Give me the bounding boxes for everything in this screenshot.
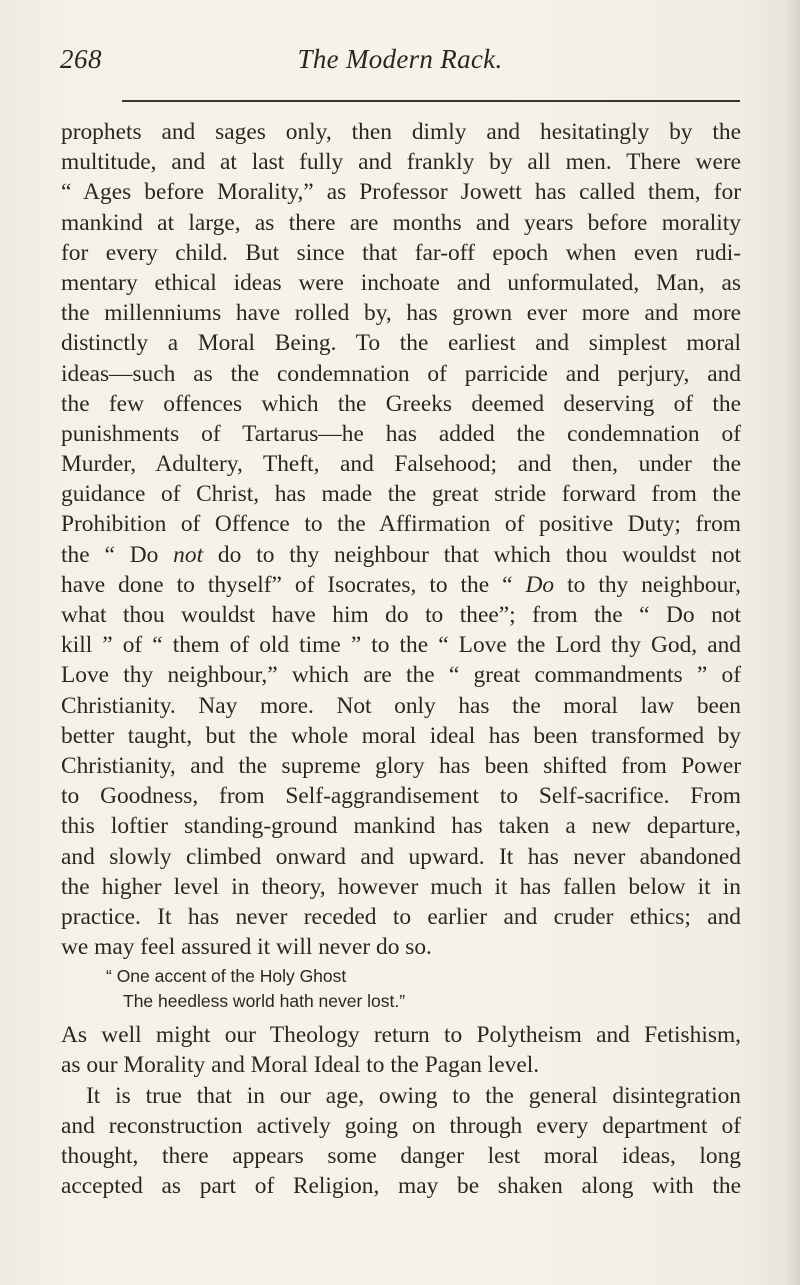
quote-line: “ One accent of the Holy Ghost	[106, 966, 347, 987]
text-line: we may feel assured it will never do so.	[61, 934, 432, 961]
text-line: ideas—such as the condemnation of parricide and perjury, and	[61, 360, 741, 387]
text-line: multitude, and at last fully and frankly by all men. There were	[61, 149, 741, 176]
block-quote	[61, 964, 741, 1014]
paragraph-3	[61, 1081, 741, 1202]
quote-line: The heedless world hath never lost.”	[123, 991, 406, 1012]
text-line: as our Morality and Moral Ideal to the Pagan level.	[61, 1052, 540, 1079]
text-line: It is true that in our age, owing to the general disintegration	[86, 1082, 741, 1109]
text-line: what thou wouldst have him do to thee”; from the “ Do not	[61, 602, 741, 628]
text-line: and slowly climbed onward and upward. It has never abandoned	[61, 843, 741, 870]
text-line: mankind at large, as there are months and years before morality	[61, 209, 741, 236]
text-line	[61, 540, 741, 570]
text-segment: have done to thyself” of Isocrates, to the “	[61, 571, 526, 598]
text-line: for every child. But since that far-off epoch when even rudi-	[61, 239, 741, 266]
text-segment: do to thy neighbour that which thou wouldst not	[203, 541, 741, 568]
paragraph-1	[61, 117, 741, 962]
text-line: Prohibition of Offence to the Affirmation of positive Duty; from	[61, 511, 741, 538]
text-line: the higher level in theory, however much it has fallen below it in	[61, 873, 741, 900]
header-rule	[122, 100, 740, 102]
page-number: 268	[60, 44, 102, 74]
paragraph-2	[61, 1020, 741, 1080]
text-line	[61, 570, 741, 600]
text-line: prophets and sages only, then dimly and hesitatingly by the	[61, 119, 741, 145]
italic-emphasis: not	[173, 541, 204, 568]
text-line: guidance of Christ, has made the great stride forward from the	[61, 481, 741, 508]
text-line: to Goodness, from Self-aggrandisement to Self-sacrifice. From	[61, 783, 741, 810]
text-line: mentary ethical ideas were inchoate and unformulated, Man, as	[61, 269, 741, 296]
text-line: distinctly a Moral Being. To the earliest and simplest moral	[61, 330, 741, 357]
text-line: accepted as part of Religion, may be shaken along with the	[61, 1173, 741, 1200]
page-header	[60, 44, 740, 84]
running-title: The Modern Rack.	[297, 44, 503, 74]
page-body	[61, 117, 741, 1201]
text-segment: the “ Do	[61, 541, 174, 568]
text-line: Christianity, and the supreme glory has been shifted from Power	[61, 752, 741, 779]
text-line: thought, there appears some danger lest moral ideas, long	[61, 1143, 741, 1169]
text-line: As well might our Theology return to Polytheism and Fetishism,	[61, 1022, 741, 1049]
text-line: the few offences which the Greeks deemed deserving of the	[61, 390, 741, 417]
text-line: “ Ages before Morality,” as Professor Jowett has called them, for	[61, 179, 741, 206]
text-segment: to thy neighbour,	[554, 571, 741, 598]
text-line: better taught, but the whole moral ideal has been transformed by	[61, 722, 741, 749]
text-line: punishments of Tartarus—he has added the condemnation of	[61, 420, 741, 447]
italic-emphasis: Do	[525, 571, 555, 598]
text-line: this loftier standing-ground mankind has taken a new departure,	[61, 813, 741, 840]
text-line: the millenniums have rolled by, has grown ever more and more	[61, 300, 741, 327]
text-line: Love thy neighbour,” which are the “ great commandments ” of	[61, 662, 741, 689]
page-edge-shadow	[786, 0, 800, 1285]
text-line: Murder, Adultery, Theft, and Falsehood; and then, under the	[61, 451, 741, 478]
text-line: practice. It has never receded to earlier and cruder ethics; and	[61, 903, 741, 930]
text-line: kill ” of “ them of old time ” to the “ Love the Lord thy God, and	[61, 632, 741, 659]
text-line: Christianity. Nay more. Not only has the moral law been	[61, 692, 741, 719]
text-line: and reconstruction actively going on through every department of	[61, 1112, 741, 1139]
